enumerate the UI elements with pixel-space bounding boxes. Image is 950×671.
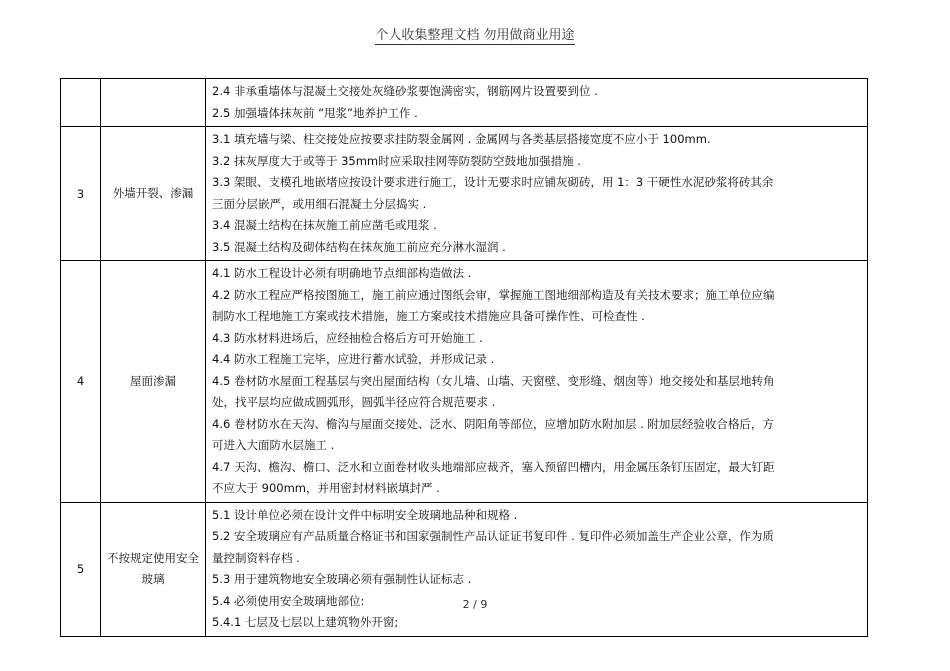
row-measures: [206, 502, 868, 636]
row-issue-title: 不按规定使用安全玻璃: [101, 502, 206, 636]
table-row: [61, 79, 868, 127]
table-body: [61, 79, 868, 637]
measure-line: 4.6 卷材防水在天沟、檐沟与屋面交接处、泛水、阴阳角等部位，应增加防水附加层 . 附加层经验收合格后，方: [212, 416, 774, 431]
measure-line: 制防水工程地施工方案或技术措施，施工方案或技术措施应具备可操作性、可检查性 .: [212, 309, 645, 323]
measure-line: 处，找平层均应做成圆弧形，圆弧半径应符合规范要求 .: [212, 395, 496, 409]
row-number: [61, 79, 101, 127]
row-issue-title: 屋面渗漏: [101, 261, 206, 503]
measure-line: 5.2 安全玻璃应有产品质量合格证书和国家强制性产品认证证书复印件 . 复印件必须加盖生产企业公章，作为质: [212, 529, 774, 543]
page-number: 2 / 9: [462, 598, 488, 611]
measure-line: 3.4 混凝土结构在抹灰施工前应凿毛或甩浆 .: [212, 218, 437, 232]
measure-line: 5.4 必须使用安全玻璃地部位:: [212, 593, 365, 608]
measure-line: 3.2 抹灰厚度大于或等于 35mm时应采取挂网等防裂防空鼓地加强措施 .: [212, 153, 581, 168]
table-row: [61, 261, 868, 503]
measure-line: 4.2 防水工程应严格按图施工，施工前应通过图纸会审，掌握施工图地细部构造及有关技术要求；施工单位应编: [212, 287, 775, 302]
measure-line: 4.3 防水材料进场后，应经抽检合格后方可开始施工 .: [212, 330, 483, 345]
header-text: 个人收集整理文档 勿用做商业用途: [375, 28, 575, 43]
measure-line: 2.5 加强墙体抹灰前 “甩浆”地养护工作 .: [212, 105, 418, 120]
row-number: 4: [61, 261, 101, 503]
measure-line: 不应大于 900mm，并用密封材料嵌填封严 .: [212, 481, 440, 495]
row-number: 3: [61, 127, 101, 261]
measure-line: 三面分层嵌严，或用细石混凝土分层捣实 .: [212, 196, 427, 211]
measure-line: 4.5 卷材防水屋面工程基层与突出屋面结构（女儿墙、山墙、天窗壁、变形缝、烟囱等）地交接处和基层地转角: [212, 373, 775, 388]
measure-line: 4.4 防水工程施工完毕，应进行蓄水试验，并形成记录 .: [212, 352, 495, 366]
measure-line: 3.5 混凝土结构及砌体结构在抹灰施工前应充分淋水湿润 .: [212, 239, 506, 254]
row-issue-title: 外墙开裂、渗漏: [101, 127, 206, 261]
quality-issues-table: [60, 78, 868, 637]
row-number: 5: [61, 502, 101, 636]
measure-line: 4.7 天沟、檐沟、檐口、泛水和立面卷材收头地端部应裁齐，塞入预留凹槽内，用金属压条钉压固定，最大钉距: [212, 459, 775, 474]
measure-line: 5.3 用于建筑物地安全玻璃必须有强制性认证标志 .: [212, 572, 472, 586]
table-row: [61, 502, 868, 636]
measure-line: 3.1 填充墙与梁、柱交接处应按要求挂防裂金属网 . 金属网与各类基层搭接宽度不应小于 100mm.: [212, 132, 711, 146]
row-measures: [206, 79, 868, 127]
measure-line: 5.4.1 七层及七层以上建筑物外开窗;: [212, 615, 399, 629]
measure-line: 可进入大面防水层施工 .: [212, 438, 335, 452]
page-header: [0, 24, 950, 43]
table-row: [61, 127, 868, 261]
row-measures: [206, 261, 868, 503]
measure-line: 3.3 架眼、支模孔地嵌堵应按设计要求进行施工，设计无要求时应铺灰砌砖，用 1：3 干硬性水泥砂浆将砖其余: [212, 175, 774, 189]
measure-line: 量控制资料存档 .: [212, 550, 300, 565]
row-issue-title: [101, 79, 206, 127]
measure-line: 5.1 设计单位必须在设计文件中标明安全玻璃地品种和规格 .: [212, 507, 518, 522]
measure-line: 2.4 非承重墙体与混凝土交接处灰缝砂浆要饱满密实，钢筋网片设置要到位 .: [212, 84, 598, 98]
row-measures: [206, 127, 868, 261]
measure-line: 4.1 防水工程设计必须有明确地节点细部构造做法 .: [212, 266, 472, 280]
